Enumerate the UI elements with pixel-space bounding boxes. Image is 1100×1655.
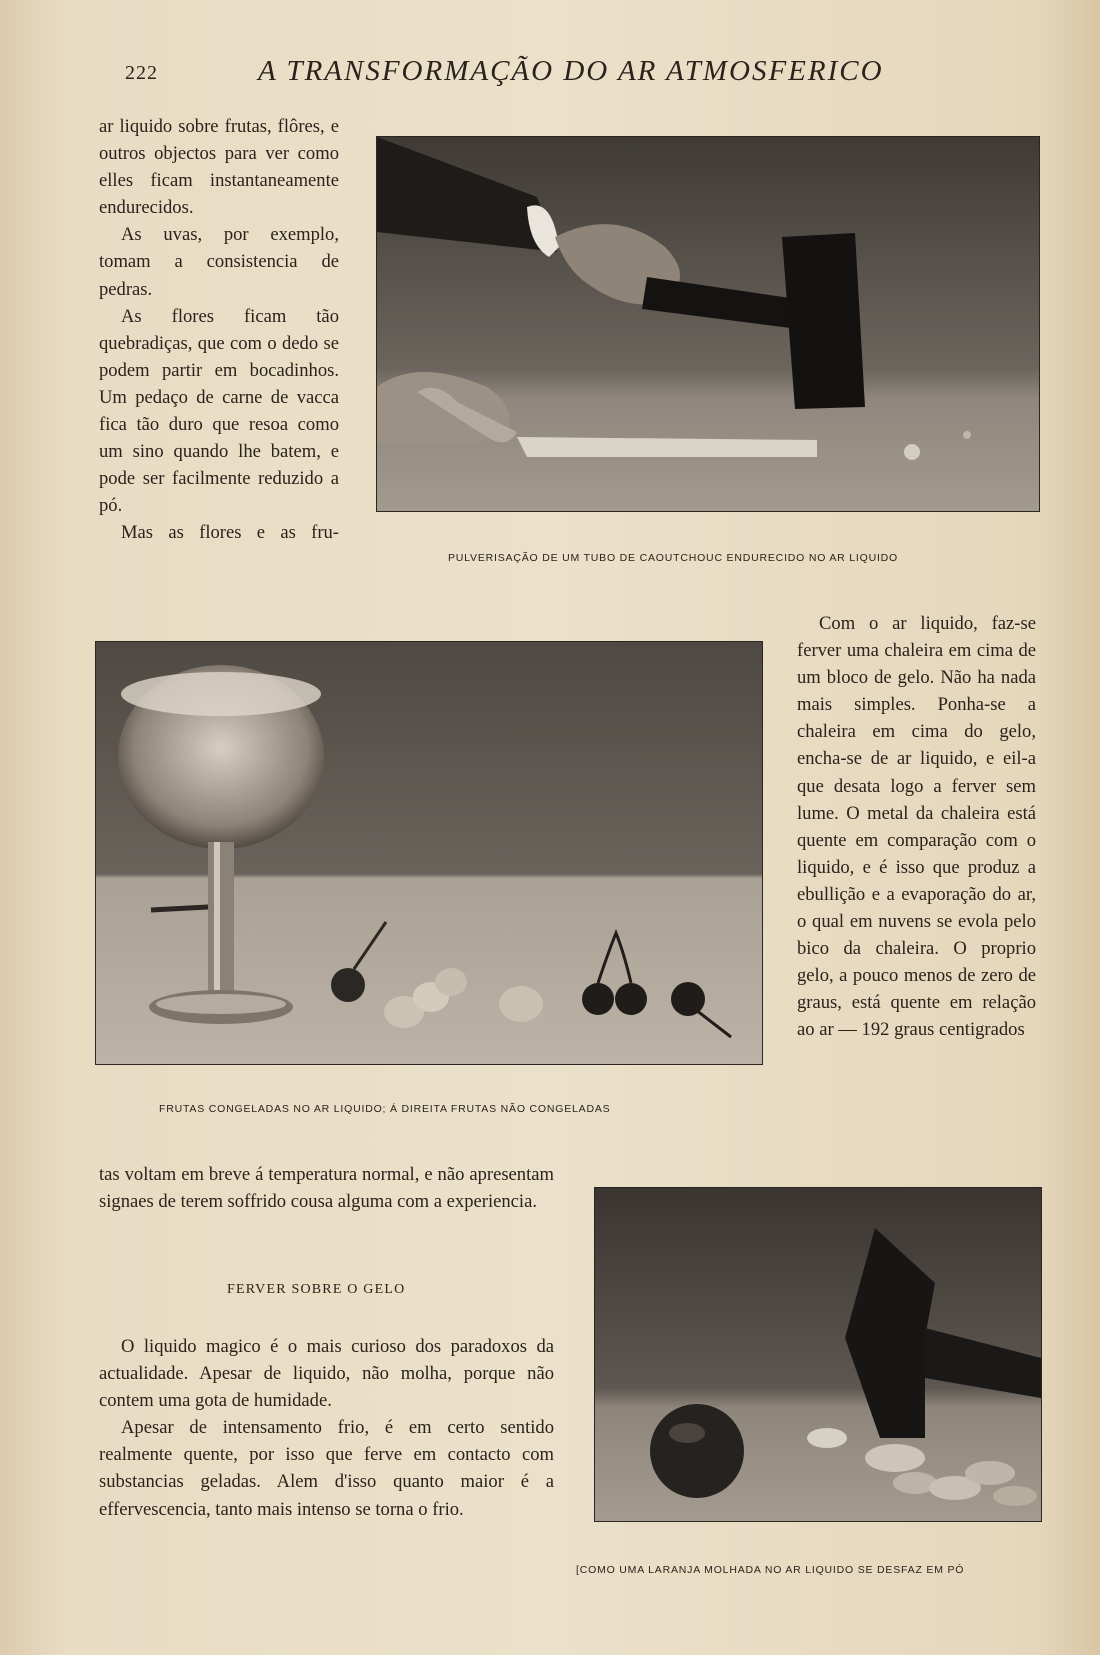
page-number: 222 [125, 62, 158, 84]
paragraph: As uvas, por exemplo, tomam a consistencia de pedras. [99, 224, 339, 300]
figure-caption: [COMO UMA LARANJA MOLHADA NO AR LIQUIDO SE DESFAZ EM PÓ [576, 1564, 965, 1576]
figure-caption: FRUTAS CONGELADAS NO AR LIQUIDO; Á DIREITA FRUTAS NÃO CONGELADAS [159, 1103, 611, 1115]
photo-frozen-fruits [95, 641, 763, 1065]
paragraph: Mas as flores e as fru- [121, 522, 339, 544]
photo-orange-hammer [594, 1187, 1042, 1522]
paragraph: ar liquido sobre frutas, flôres, e outros objectos para ver como elles ficam instantaneamente endurecidos. [99, 116, 339, 219]
figure-caption: PULVERISAÇÃO DE UM TUBO DE CAOUTCHOUC ENDURECIDO NO AR LIQUIDO [448, 552, 899, 564]
photo-hammer-rubber-tube [376, 136, 1040, 512]
paragraph: Com o ar liquido, faz-se ferver uma chaleira em cima de um bloco de gelo. Não ha nada mais simples. Ponha-se a chaleira em cima do gelo, encha-se de ar liquido, e eil-a que desata logo a ferver sem lume. O metal da chaleira está quente em comparação com o liquido, e é isso que produz a ebullição e a evaporação do ar, o qual em nuvens se evola pelo bico da chaleira. O proprio gelo, a pouco menos de zero de graus, está quente em relação ao ar — 192 graus centigrados [797, 613, 1036, 1041]
paragraph: tas voltam em breve á temperatura normal, e não apresentam signaes de terem soffrido cousa alguma com a experiencia. [99, 1164, 554, 1213]
left-column-bottom [99, 1161, 554, 1215]
right-column-middle [797, 610, 1036, 1044]
paragraph: As flores ficam tão quebradiças, que com o dedo se podem partir em bocadinhos. Um pedaço de carne de vacca fica tão duro que resoa como um sino quando lhe batem, e pode ser facilmente reduzido a pó. [99, 305, 339, 517]
left-column-bottom-section [99, 1333, 554, 1523]
left-column-top [99, 113, 339, 547]
paragraph: Apesar de intensamento frio, é em certo sentido realmente quente, por isso que ferve em contacto com substancias geladas. Alem d'isso quanto maior é a effervescencia, tanto mais intenso se torna o frio. [99, 1417, 554, 1520]
section-heading: FERVER SOBRE O GELO [227, 1282, 406, 1297]
paragraph: O liquido magico é o mais curioso dos paradoxos da actualidade. Apesar de liquido, não molha, porque não contem uma gota de humidade. [99, 1336, 554, 1412]
running-title: A TRANSFORMAÇÃO DO AR ATMOSFERICO [258, 55, 884, 87]
